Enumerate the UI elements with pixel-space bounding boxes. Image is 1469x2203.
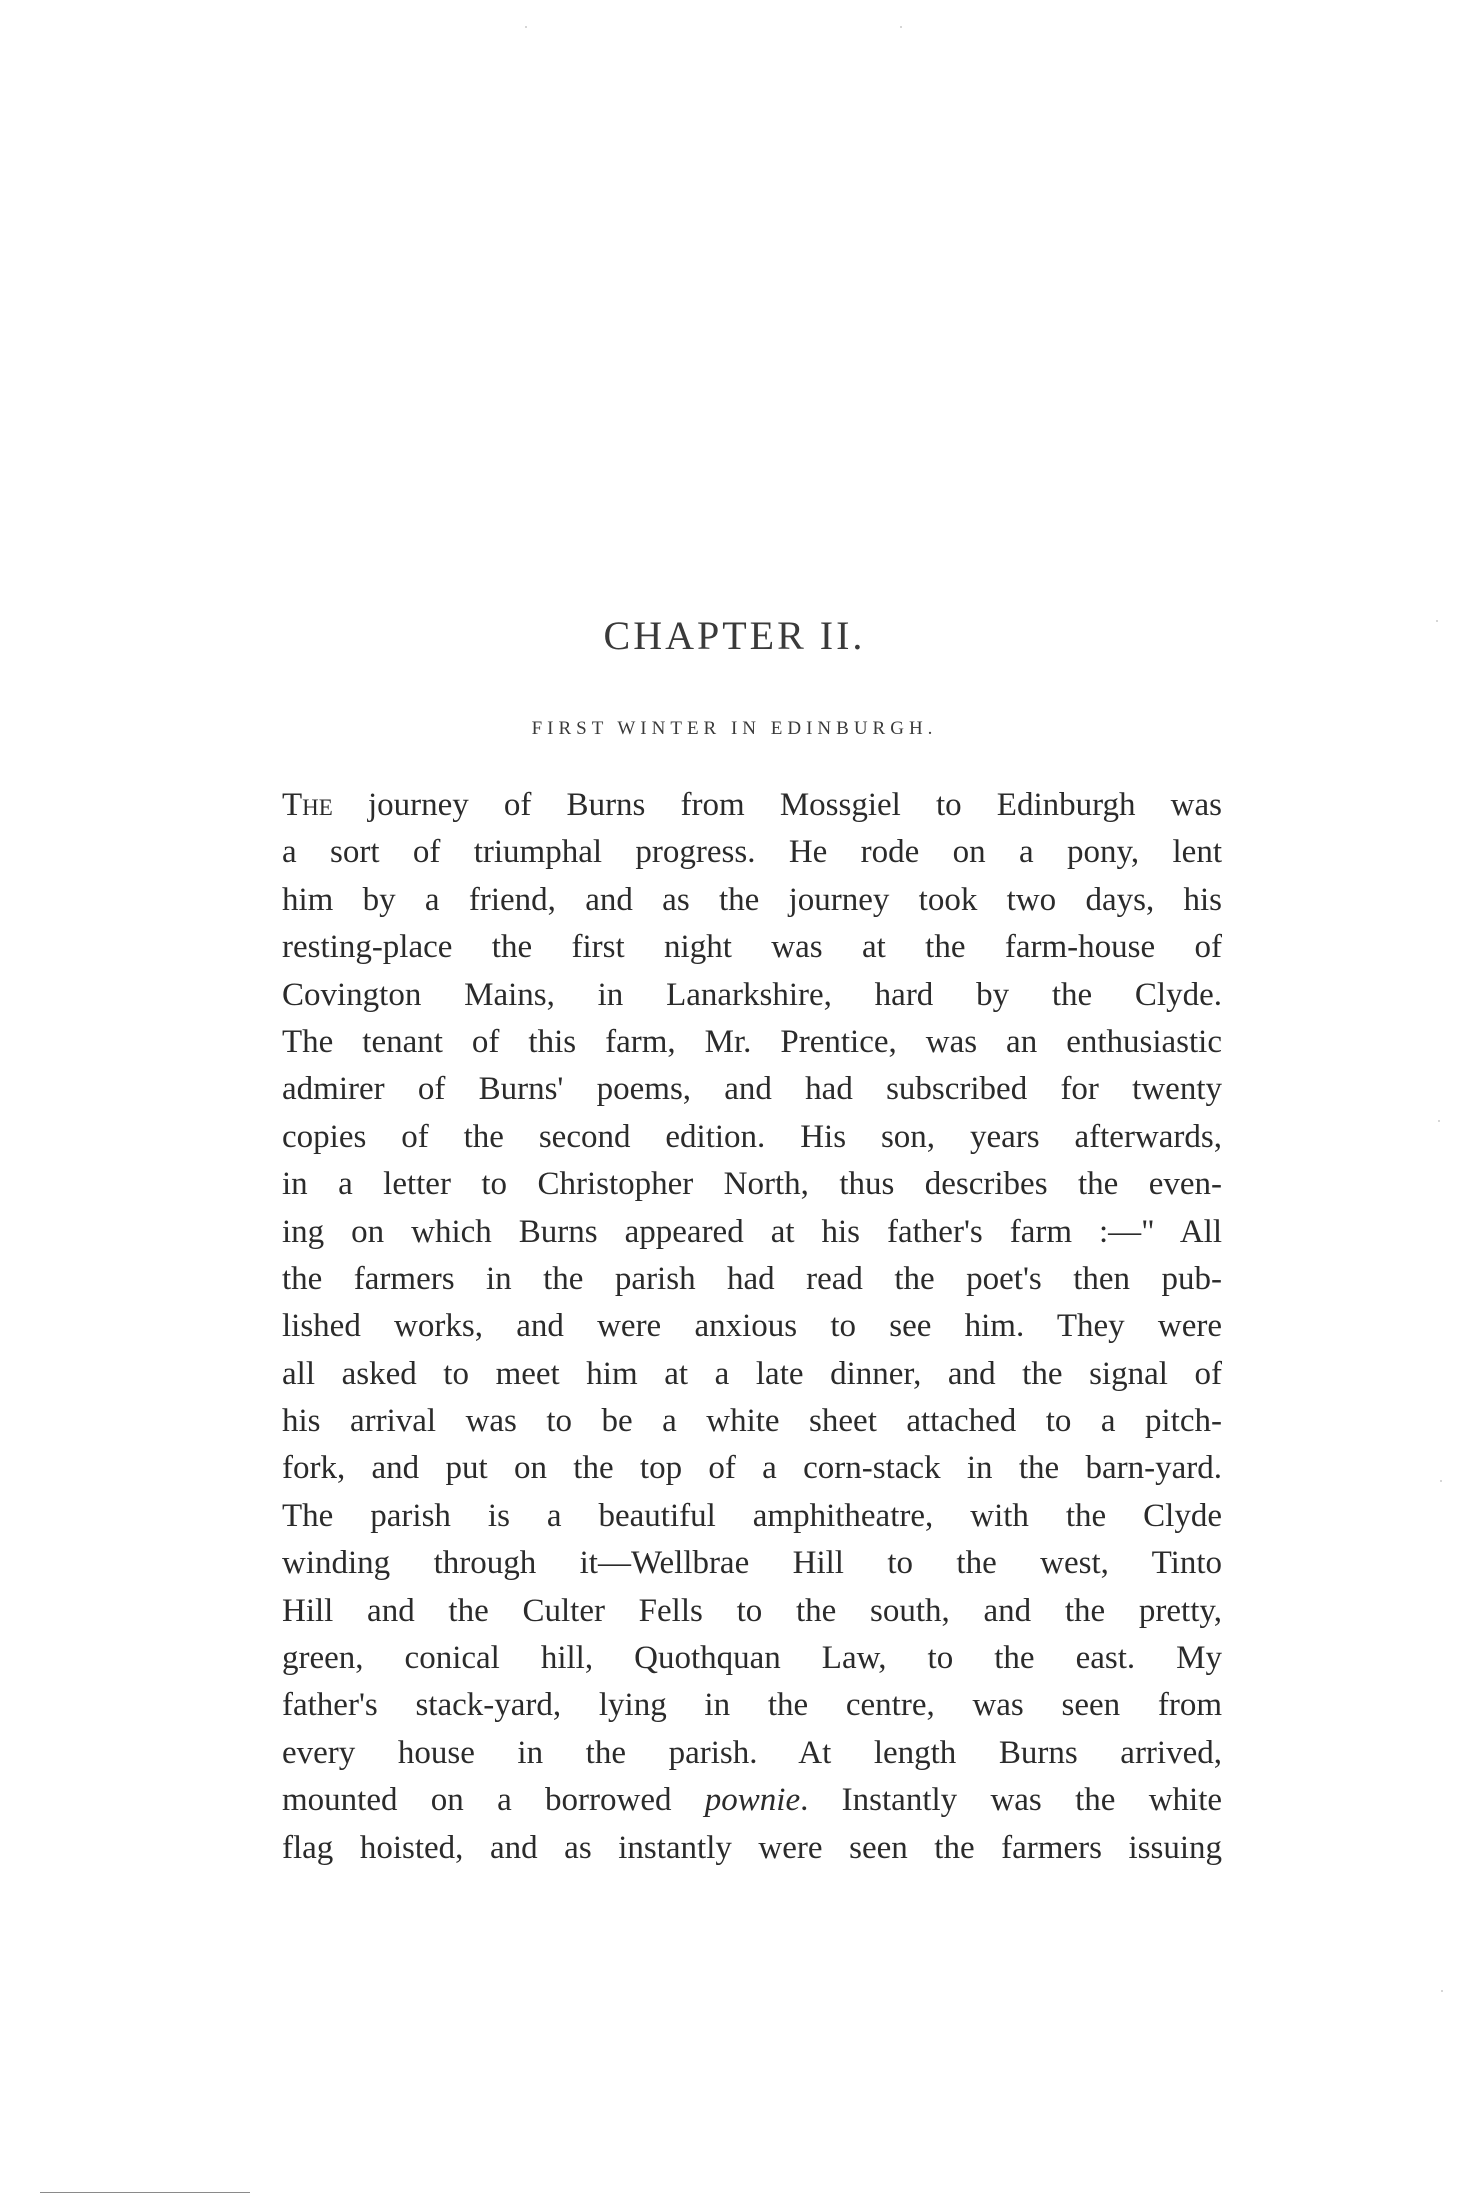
chapter-heading: CHAPTER II. bbox=[603, 613, 866, 658]
line-text: him by a friend, and as the journey took two days, his bbox=[282, 881, 1222, 918]
text-line bbox=[282, 972, 1222, 1019]
text-line bbox=[282, 1825, 1222, 1872]
text-line bbox=[282, 1209, 1222, 1256]
text-line bbox=[282, 1066, 1222, 1113]
line-text: lished works, and were anxious to see him. They were bbox=[282, 1308, 1222, 1345]
scan-speck bbox=[1440, 1480, 1442, 1482]
text-line bbox=[282, 1019, 1222, 1066]
line-text: winding through it—Wellbrae Hill to the west, Tinto bbox=[282, 1545, 1222, 1582]
line-text: in a letter to Christopher North, thus describes the even- bbox=[282, 1166, 1222, 1203]
body-text bbox=[282, 782, 1222, 1872]
footer-rule bbox=[40, 2192, 250, 2193]
line-text: Covington Mains, in Lanarkshire, hard by the Clyde. bbox=[282, 976, 1222, 1013]
line-text: mounted on a borrowed bbox=[282, 1782, 705, 1819]
scan-speck bbox=[900, 26, 902, 28]
text-line bbox=[282, 1114, 1222, 1161]
text-line bbox=[282, 1256, 1222, 1303]
line-text: a sort of triumphal progress. He rode on a pony, lent bbox=[282, 834, 1222, 871]
line-text: copies of the second edition. His son, years afterwards, bbox=[282, 1118, 1222, 1155]
line-text: . Instantly was the white bbox=[800, 1782, 1222, 1819]
line-text: every house in the parish. At length Burns arrived, bbox=[282, 1734, 1222, 1771]
text-line bbox=[282, 1303, 1222, 1350]
line-text: The parish is a beautiful amphitheatre, with the Clyde bbox=[282, 1497, 1222, 1534]
text-line bbox=[282, 877, 1222, 924]
line-text: green, conical hill, Quothquan Law, to the east. My bbox=[282, 1640, 1222, 1677]
line-text: his arrival was to be a white sheet attached to a pitch- bbox=[282, 1403, 1222, 1440]
line-text: ing on which Burns appeared at his father's farm :—" All bbox=[282, 1213, 1222, 1250]
line-text: admirer of Burns' poems, and had subscribed for twenty bbox=[282, 1071, 1222, 1108]
text-line bbox=[282, 782, 1222, 829]
text-line bbox=[282, 1730, 1222, 1777]
scan-speck bbox=[1438, 1120, 1440, 1122]
scan-speck bbox=[1441, 1990, 1443, 1992]
line-text: flag hoisted, and as instantly were seen the farmers issuing bbox=[282, 1829, 1222, 1866]
drop-word: The bbox=[282, 787, 333, 823]
line-text: journey of Burns from Mossgiel to Edinburgh was bbox=[332, 787, 1222, 823]
text-line bbox=[282, 1682, 1222, 1729]
text-line bbox=[282, 924, 1222, 971]
text-line bbox=[282, 1161, 1222, 1208]
text-line bbox=[282, 1540, 1222, 1587]
text-line bbox=[282, 1588, 1222, 1635]
text-line bbox=[282, 1445, 1222, 1492]
text-line bbox=[282, 1493, 1222, 1540]
text-line bbox=[282, 1351, 1222, 1398]
text-line bbox=[282, 829, 1222, 876]
chapter-subtitle: FIRST WINTER IN EDINBURGH. bbox=[531, 718, 938, 739]
text-line bbox=[282, 1777, 1222, 1824]
text-line bbox=[282, 1635, 1222, 1682]
text-line bbox=[282, 1398, 1222, 1445]
scan-speck bbox=[525, 26, 527, 28]
line-text: father's stack-yard, lying in the centre, was seen from bbox=[282, 1687, 1222, 1724]
line-text: all asked to meet him at a late dinner, and the signal of bbox=[282, 1355, 1222, 1392]
italic-word: pownie bbox=[704, 1782, 801, 1819]
line-text: fork, and put on the top of a corn-stack in the barn-yard. bbox=[282, 1450, 1222, 1487]
line-text: the farmers in the parish had read the poet's then pub- bbox=[282, 1260, 1222, 1297]
line-text: Hill and the Culter Fells to the south, and the pretty, bbox=[282, 1592, 1222, 1629]
line-text: resting-place the first night was at the farm-house of bbox=[282, 929, 1222, 966]
scan-speck bbox=[1436, 620, 1438, 622]
line-text: The tenant of this farm, Mr. Prentice, was an enthusiastic bbox=[282, 1023, 1222, 1060]
